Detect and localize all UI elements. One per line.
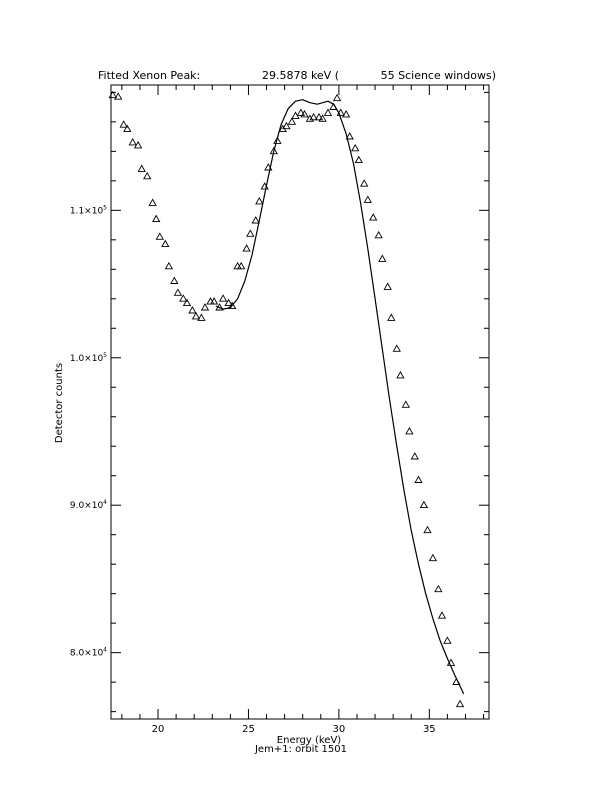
data-point-triangle bbox=[256, 198, 263, 204]
data-point-triangle bbox=[406, 428, 413, 434]
y-tick-label: $8.0\times 10^4$ bbox=[69, 646, 107, 659]
fit-curve bbox=[216, 100, 464, 694]
x-tick-label: 35 bbox=[422, 724, 436, 735]
x-tick-label: 25 bbox=[242, 724, 255, 735]
data-point-triangle bbox=[166, 263, 173, 269]
plot-frame bbox=[111, 85, 489, 719]
data-point-triangle bbox=[171, 278, 178, 284]
data-point-triangle bbox=[384, 283, 391, 289]
data-point-triangle bbox=[415, 477, 422, 483]
data-point-triangle bbox=[379, 255, 386, 261]
data-point-triangle bbox=[402, 401, 409, 407]
data-point-triangle bbox=[156, 233, 163, 239]
footer-label: Jem+1: orbit 1501 bbox=[254, 744, 348, 755]
data-point-triangle bbox=[364, 196, 371, 202]
axis-ticks bbox=[111, 85, 489, 719]
data-point-triangle bbox=[274, 137, 281, 143]
x-tick-labels bbox=[152, 724, 436, 735]
data-point-triangle bbox=[435, 586, 442, 592]
x-tick-label: 20 bbox=[151, 724, 165, 735]
data-point-triangle bbox=[180, 295, 187, 301]
data-point-triangle bbox=[184, 300, 191, 306]
data-point-triangle bbox=[162, 241, 169, 247]
data-point-triangle bbox=[334, 95, 341, 101]
fit-curve-group bbox=[216, 100, 464, 694]
data-point-triangle bbox=[375, 232, 382, 238]
data-point-triangle bbox=[120, 121, 127, 127]
data-point-triangle bbox=[430, 555, 437, 561]
data-point-triangle bbox=[202, 304, 209, 310]
data-point-triangle bbox=[388, 314, 395, 320]
data-point-triangle bbox=[361, 180, 368, 186]
data-point-triangle bbox=[153, 216, 160, 222]
data-point-triangle bbox=[189, 307, 196, 313]
data-point-triangle bbox=[393, 345, 400, 351]
y-axis-label: Detector counts bbox=[54, 362, 65, 444]
x-axis-label: Energy (keV) bbox=[276, 735, 342, 746]
y-tick-label: $9.0\times 10^4$ bbox=[69, 499, 107, 512]
data-point-triangle bbox=[243, 245, 250, 251]
data-point-triangle bbox=[370, 214, 377, 220]
data-point-triangle bbox=[424, 527, 431, 533]
y-tick-labels bbox=[70, 204, 107, 658]
data-point-triangle bbox=[175, 289, 182, 295]
y-tick-label: $1.1\times 10^5$ bbox=[69, 204, 107, 217]
chart-title-energy: 29.5878 keV ( bbox=[261, 69, 339, 82]
data-point-triangle bbox=[352, 145, 359, 151]
data-point-triangle bbox=[397, 372, 404, 378]
data-point-triangle bbox=[444, 637, 451, 643]
data-point-triangle bbox=[144, 173, 151, 179]
data-point-triangle bbox=[453, 679, 460, 685]
chart-title-windows: 55 Science windows) bbox=[380, 69, 496, 82]
data-point-triangle bbox=[421, 502, 428, 508]
data-point-triangle bbox=[247, 230, 254, 236]
data-point-triangle bbox=[457, 701, 464, 707]
x-tick-label: 30 bbox=[332, 724, 346, 735]
data-point-triangle bbox=[330, 104, 337, 110]
data-points bbox=[109, 92, 463, 707]
y-tick-label: $1.0\times 10^5$ bbox=[69, 351, 107, 364]
data-point-triangle bbox=[346, 133, 353, 139]
chart-title-prefix: Fitted Xenon Peak: bbox=[98, 69, 201, 82]
data-point-triangle bbox=[138, 165, 145, 171]
data-point-triangle bbox=[355, 157, 362, 163]
data-point-triangle bbox=[149, 199, 156, 205]
data-point-triangle bbox=[325, 109, 332, 115]
data-point-triangle bbox=[439, 612, 446, 618]
data-point-triangle bbox=[289, 118, 296, 124]
data-point-triangle bbox=[129, 139, 136, 145]
data-point-triangle bbox=[252, 217, 259, 223]
data-point-triangle bbox=[124, 126, 131, 132]
data-point-triangle bbox=[411, 453, 418, 459]
data-point-triangle bbox=[193, 313, 200, 319]
data-point-triangle bbox=[220, 295, 227, 301]
